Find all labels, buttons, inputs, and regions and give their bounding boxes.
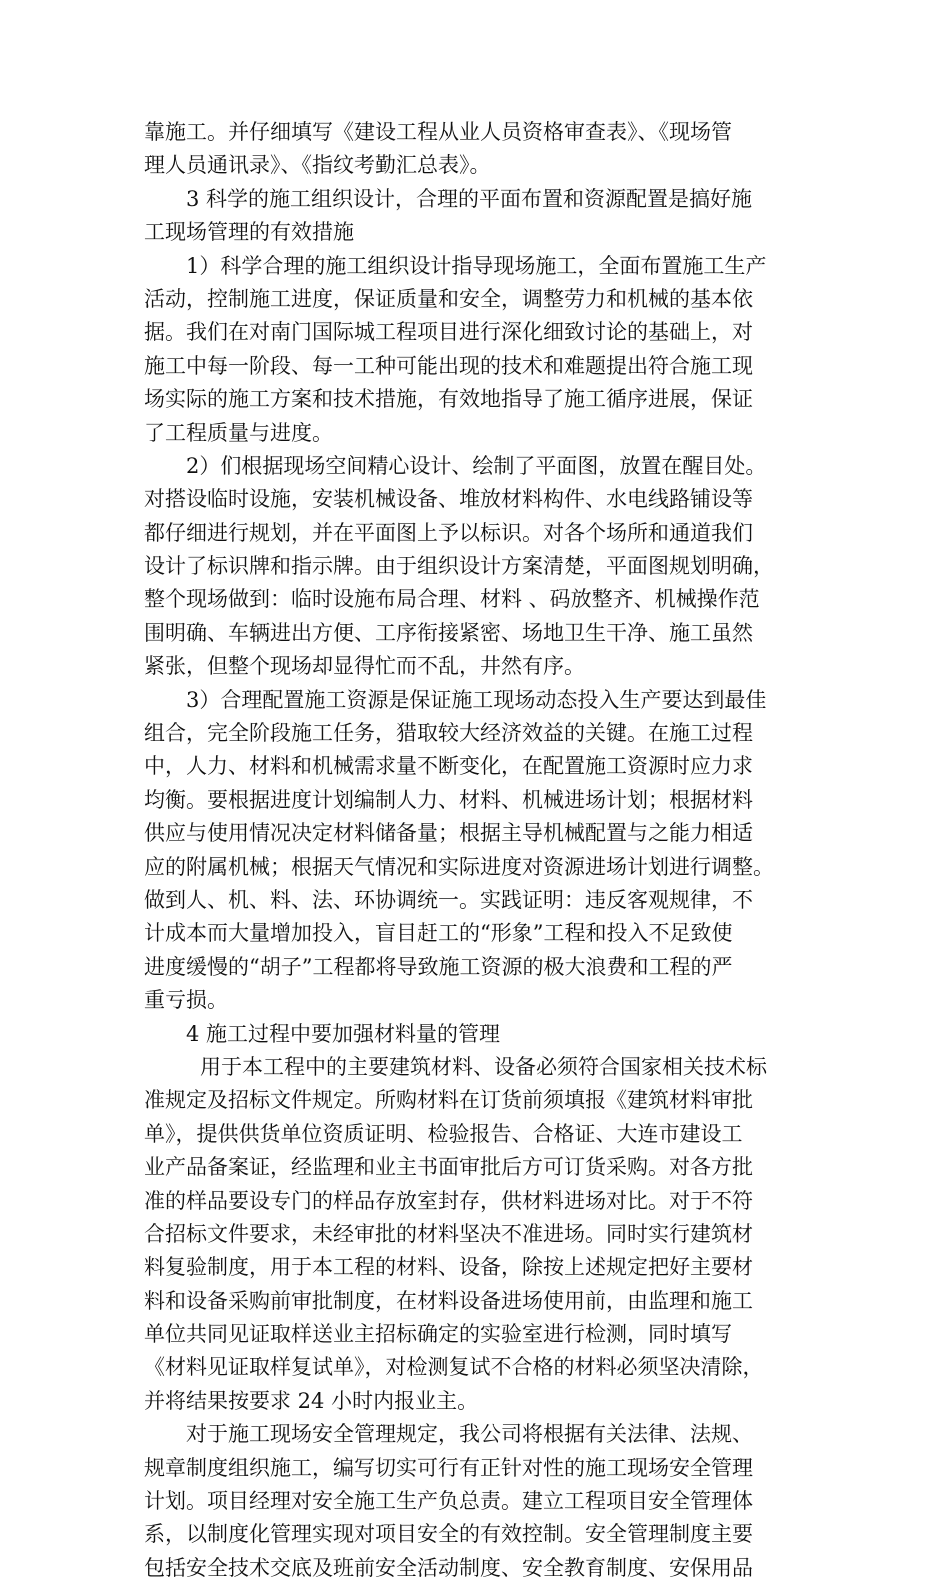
text-line: 用于本工程中的主要建筑材料、设备必须符合国家相关技术标 [200,1054,767,1079]
text-line: 《材料见证取样复试单》，对检测复试不合格的材料必须坚决清除， [144,1355,764,1380]
text-line: 包括安全技术交底及班前安全活动制度、安全教育制度、安保用品 [144,1555,753,1580]
text-line: 均衡。要根据进度计划编制人力、材料、机械进场计划；根据材料 [144,787,753,812]
text-line: 合招标文件要求，未经审批的材料坚决不准进场。同时实行建筑材 [144,1221,753,1246]
text-line: 对搭设临时设施，安装机械设备、堆放材料构件、水电线路铺设等 [144,487,753,512]
text-line: 了工程质量与进度。 [144,420,333,445]
text-line: 2）们根据现场空间精心设计、绘制了平面图，放置在醒目处。 [186,453,767,478]
text-line: 业产品备案证，经监理和业主书面审批后方可订货采购。对各方批 [144,1155,753,1180]
text-line: 紧张，但整个现场却显得忙而不乱，井然有序。 [144,654,585,679]
text-line: 中，人力、材料和机械需求量不断变化，在配置施工资源时应力求 [144,754,753,779]
text-line: 设计了标识牌和指示牌。由于组织设计方案清楚，平面图规划明确， [144,554,774,579]
text-line: 组合，完全阶段施工任务，猎取较大经济效益的关键。在施工过程 [144,721,753,746]
text-line: 单》，提供供货单位资质证明、检验报告、合格证、大连市建设工 [144,1121,743,1146]
text-line: 4 施工过程中要加强材料量的管理 [186,1021,501,1046]
document-body [144,116,812,1585]
text-line: 做到人、机、料、法、环协调统一。实践证明：违反客观规律，不 [144,887,753,912]
text-line: 对于施工现场安全管理规定，我公司将根据有关法律、法规、 [186,1422,753,1447]
text-line: 都仔细进行规划，并在平面图上予以标识。对各个场所和通道我们 [144,520,753,545]
text-line: 重亏损。 [144,988,228,1013]
text-line: 单位共同见证取样送业主招标确定的实验室进行检测，同时填写 [144,1322,732,1347]
text-line: 料和设备采购前审批制度，在材料设备进场使用前，由监理和施工 [144,1288,753,1313]
text-line: 3）合理配置施工资源是保证施工现场动态投入生产要达到最佳 [186,687,767,712]
text-line: 进度缓慢的“胡子”工程都将导致施工资源的极大浪费和工程的严 [144,954,733,979]
text-line: 场实际的施工方案和技术措施，有效地指导了施工循序进展，保证 [144,387,753,412]
text-line: 靠施工。并仔细填写《建设工程从业人员资格审查表》、《现场管 [144,120,732,144]
text-line: 3 科学的施工组织设计，合理的平面布置和资源配置是搞好施 [186,186,753,211]
text-line: 施工中每一阶段、每一工种可能出现的技术和难题提出符合施工现 [144,353,753,378]
text-line: 并将结果按要求 24 小时内报业主。 [144,1388,479,1413]
text-line: 计划。项目经理对安全施工生产负总责。建立工程项目安全管理体 [144,1489,753,1514]
text-line: 据。我们在对南门国际城工程项目进行深化细致讨论的基础上，对 [144,320,753,345]
text-line: 料复验制度，用于本工程的材料、设备，除按上述规定把好主要材 [144,1255,753,1280]
text-line: 供应与使用情况决定材料储备量；根据主导机械配置与之能力相适 [144,821,753,846]
text-line: 活动，控制施工进度，保证质量和安全，调整劳力和机械的基本依 [144,286,753,311]
text-line: 系，以制度化管理实现对项目安全的有效控制。安全管理制度主要 [144,1522,753,1547]
text-line: 整个现场做到：临时设施布局合理、材料 、码放整齐、机械操作范 [144,587,760,612]
text-line: 工现场管理的有效措施 [144,220,354,245]
text-line: 计成本而大量增加投入，盲目赶工的“形象”工程和投入不足致使 [144,921,733,946]
text-line: 规章制度组织施工，编写切实可行有正针对性的施工现场安全管理 [144,1455,753,1480]
text-line: 准的样品要设专门的样品存放室封存，供材料进场对比。对于不符 [144,1188,753,1213]
text-line: 理人员通讯录》、《指纹考勤汇总表》。 [144,153,491,178]
text-line: 1）科学合理的施工组织设计指导现场施工，全面布置施工生产 [186,253,767,278]
text-line: 准规定及招标文件规定。所购材料在订货前须填报《建筑材料审批 [144,1088,753,1113]
text-line: 应的附属机械；根据天气情况和实际进度对资源进场计划进行调整。 [144,854,774,879]
text-line: 围明确、车辆进出方便、工序衔接紧密、场地卫生干净、施工虽然 [144,620,753,645]
